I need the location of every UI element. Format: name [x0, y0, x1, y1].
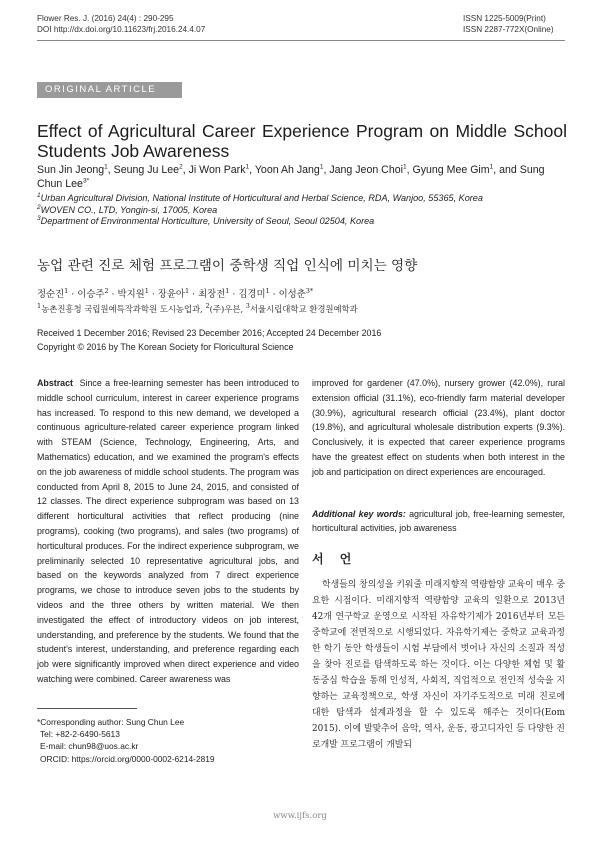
journal-header-right [463, 13, 554, 35]
issn-print: ISSN 1225-5009(Print) [463, 14, 546, 23]
affiliation: $^2$WOVEN CO., LTD, Yongin-si, 17005, Korea [37, 203, 218, 215]
keywords-block [312, 507, 565, 537]
abstract-text: Since a free-learning semester has been introduced to middle school curriculum, interest in career experience programs has increased. To respond to this new demand, we developed a continuous agriculture-related career experience program linked with STEAM (Science, Technology, Engineering, Arts, and Mathematics) education, and we examined the program's effects on the job awareness of middle school students. The program was conducted from April 8, 2015 to June 24, 2015, and consisted of 12 classes. The direct experience subprogram was based on 13 different horticultural activities that reflect producing (nine programs), cooking (two programs), and sales (two programs) of horticultural produces. For the indirect experience subprogram, we preliminarily selected 10 representative agricultural jobs, and based on the keywords analyzed from 7 direct experience programs, we chose to introduce seven jobs to the students by videos and the three others by written material. We then investigated the effect of introductory videos on job interest, understanding, and preference by the students. We found that the student's interest, understanding, and preference regarding each job were significantly improved when direct experience and video watching were combined. Career awareness was [37, 378, 300, 684]
author: Sun Jin Jeong$^1$ [37, 163, 108, 176]
affiliation: $^3$Department of Environmental Horticulture, University of Seoul, Seoul 02504, Korea [37, 214, 375, 226]
keywords-text: agricultural job, free-learning semester, horticultural activities, job awareness [312, 508, 565, 534]
paper-title: Effect of Agricultural Career Experience Program on Middle School Students Job Awareness [37, 121, 567, 161]
author: Gyung Mee Gim$^1$ [412, 163, 494, 176]
corresponding-author: *Corresponding author: Sung Chun Lee [37, 717, 185, 727]
korean-affiliations: $^1$농촌진흥청 국립원예특작과학원 도시농업과, $^2$(주)우븐, $^3$서울시립대학교 환경원예학과 [37, 302, 358, 314]
header-rule [37, 40, 565, 41]
introduction-text: 학생들의 창의성을 키워줄 미래지향적 역량함양 교육이 매우 중요한 시점이다. 미래지향적 역량함양 교육의 일환으로 2013년 42개 연구학교 운영으로 시작된 자유학기제가 2016년부터 모든 중학교에 전면적으로 시행되었다. 자유학기제는 중학교 교육과정 한 학기 동안 학생들이 시험 부담에서 벗어나 자신의 소질과 적성을 찾아 진로를 탐색하도록 하는 것이다. 이는 다양한 체험 및 활동중심 학습을 통해 인성적, 사회적, 직업적으로 전인적 성숙을 지향하는 교육정책으로, 학생 자신이 자기주도적으로 미래 진로에 대한 탐색과 설계과정을 할 수 있도록 해주는 것이다(Eom 2015). 이에 발맞추어 음악, 역사, 운동, 광고디자인 등 다양한 진로개발 프로그램이 개발되 [312, 579, 565, 750]
section-heading-introduction: 서 언 [312, 552, 358, 567]
footnote-rule [37, 708, 137, 709]
issn-online: ISSN 2287-772X(Online) [463, 25, 554, 34]
doi-link[interactable]: DOI http://dx.doi.org/10.11623/frj.2016.24.4.07 [37, 25, 206, 34]
author-list: Sun Jin Jeong$^1$, Seung Ju Lee$^2$, Ji Won Park$^1$, Yoon Ah Jang$^1$, Jang Jeon Choi$^1$, Gyung Mee Gim$^1$, and Sung Chun Lee$^{3*}$ [37, 163, 545, 190]
korean-title: 농업 관련 진로 체험 프로그램이 중학생 직업 인식에 미치는 영향 [37, 258, 418, 274]
copyright-notice: Copyright © 2016 by The Korean Society for Floricultural Science [37, 342, 294, 352]
orcid-link[interactable]: ORCID: https://orcid.org/0000-0002-6214-2819 [40, 753, 215, 764]
author: Sung Chun Lee$^{3*}$ [37, 164, 545, 190]
received-dates: Received 1 December 2016; Revised 23 December 2016; Accepted 24 December 2016 [37, 328, 382, 338]
journal-website[interactable]: www.ijfs.org [273, 811, 327, 821]
abstract-label: Abstract [37, 378, 74, 388]
korean-author-list: 정순진$^1$ · 이승주$^2$ · 박지원$^1$ · 장윤아$^1$ · 최장전$^1$ · 김경미$^1$ · 이성춘$^{3*}$ [37, 286, 314, 300]
abstract-continued: improved for gardener (47.0%), nursery grower (42.0%), rural extension official (31.1%), eco-friendly farm material developer (30.9%), agricultural research official (23.4%), plant doctor (19.8%), and agricultural wholesale distribution experts (9.3%). Conclusively, it is expected that career experience programs have the greatest effect on students when both interest in the job and participation on direct experiences are encouraged. [312, 378, 565, 477]
affiliation: $^1$Urban Agricultural Division, National Institute of Horticultural and Herbal Science, RDA, Wanjoo, 55365, Korea [37, 191, 483, 203]
affiliation-list [37, 193, 567, 228]
corresponding-author-footnote [37, 716, 299, 765]
email-link[interactable]: E-mail: chun98@uos.ac.kr [40, 741, 139, 752]
journal-citation: Flower Res. J. (2016) 24(4) : 290-295 [37, 14, 174, 23]
author: Jang Jeon Choi$^1$ [329, 163, 407, 176]
telephone: Tel: +82-2-6490-5613 [40, 729, 120, 740]
article-type-banner: ORIGINAL ARTICLE [37, 82, 182, 98]
keywords-label: Additional key words: [312, 508, 406, 519]
author: Yoon Ah Jang$^1$ [254, 163, 324, 176]
abstract-left-column [37, 376, 299, 687]
right-column [312, 376, 565, 753]
journal-header-left [37, 13, 205, 35]
author: Seung Ju Lee$^2$ [113, 163, 183, 176]
author: Ji Won Park$^1$ [188, 163, 250, 176]
